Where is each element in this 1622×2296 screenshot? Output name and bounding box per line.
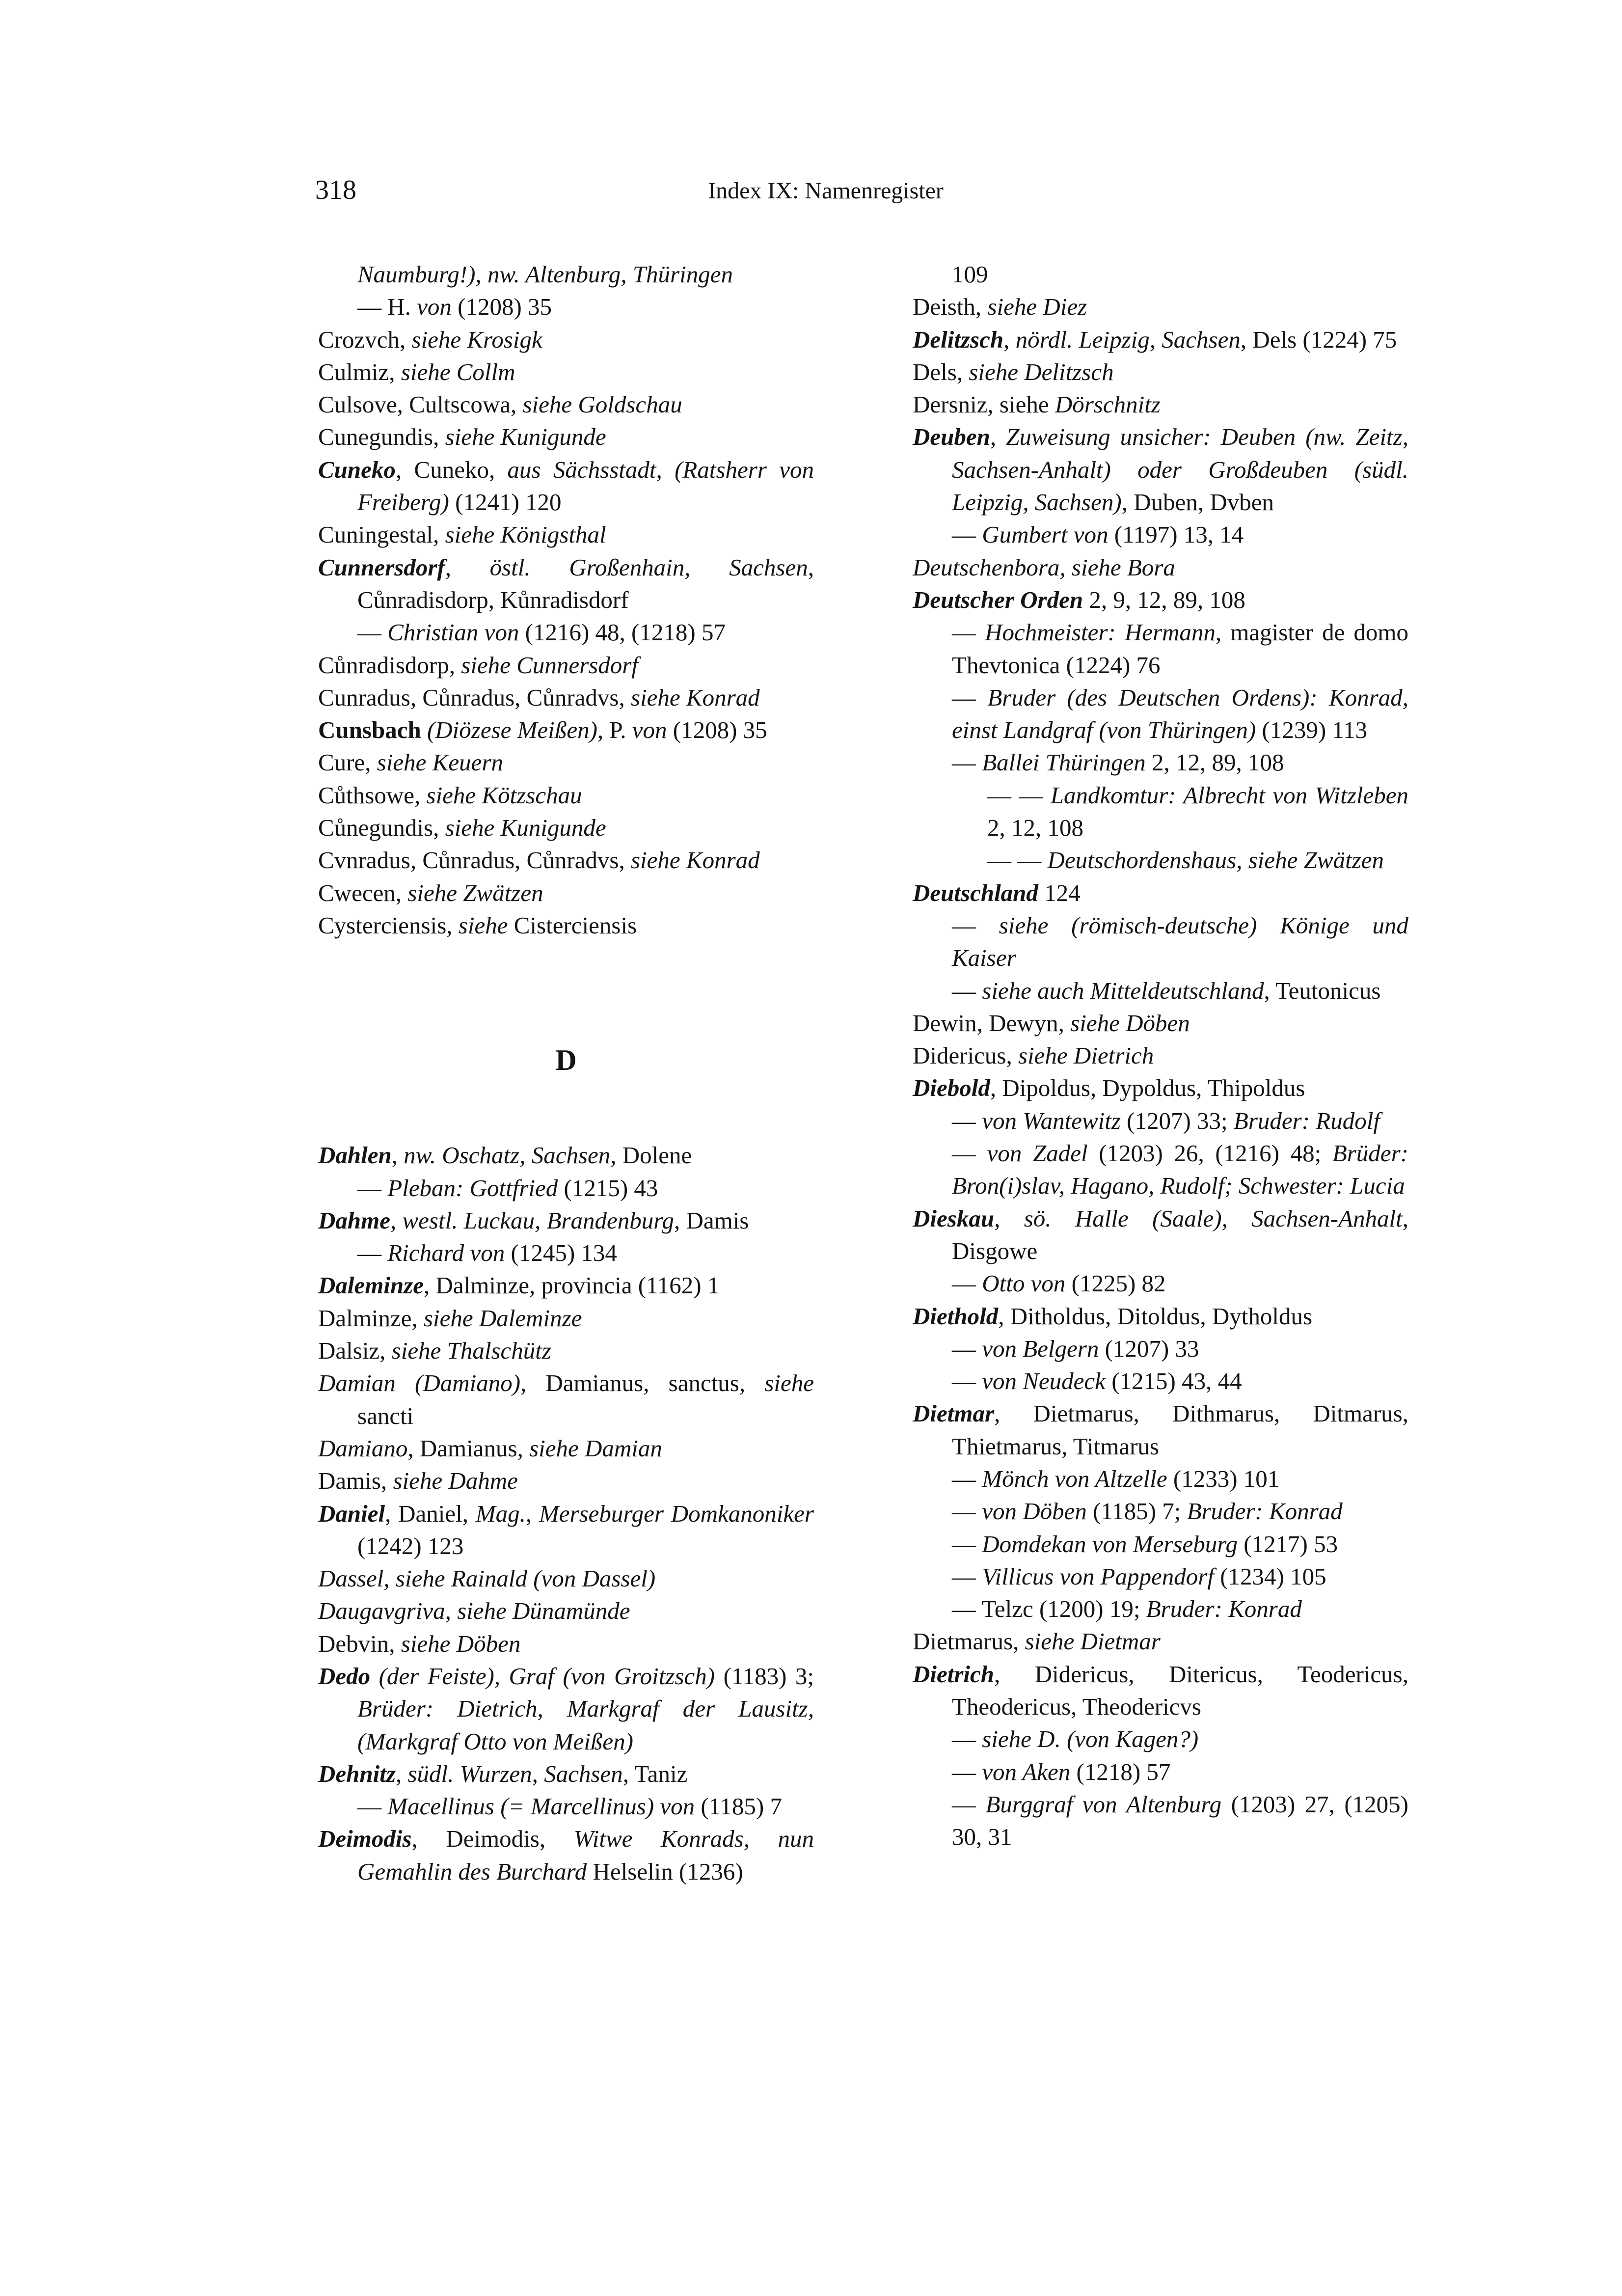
entry-text: — <box>952 1465 982 1492</box>
entry-text: östl. Großenhain, Sachsen <box>489 553 808 581</box>
entry-text: siehe Goldschau <box>522 391 682 418</box>
index-entry <box>318 1204 814 1237</box>
entry-text: — <box>357 1239 388 1267</box>
entry-text: — <box>952 1270 982 1297</box>
index-entry <box>318 454 814 519</box>
index-entry <box>318 1139 814 1172</box>
entry-text: , Damianus, sanctus, <box>520 1369 765 1397</box>
index-subentry <box>318 1172 814 1204</box>
entry-text: siehe Daleminze <box>423 1304 582 1332</box>
entry-text: siehe Cunnersdorf <box>461 651 638 679</box>
index-subentry <box>913 779 1408 845</box>
index-entry <box>318 1269 814 1302</box>
index-subentry <box>913 975 1408 1007</box>
index-entry <box>318 1302 814 1335</box>
entry-text: 2, 12, 89, 108 <box>1145 749 1284 776</box>
index-entry <box>913 1203 1408 1268</box>
entry-text: (1215) 43 <box>558 1174 658 1202</box>
entry-text: Deimodis <box>318 1825 412 1853</box>
entry-text: (1216) 48, (1218) 57 <box>519 619 726 646</box>
entry-text: siehe Dietmar <box>1025 1628 1161 1655</box>
entry-text: — <box>952 1725 982 1753</box>
entry-text: — <box>952 1530 982 1558</box>
entry-text: Cuningestal, <box>318 521 445 548</box>
index-entry <box>318 1823 814 1888</box>
entry-text: siehe Konrad <box>630 847 760 874</box>
index-entry <box>318 1660 814 1758</box>
index-entry <box>913 584 1408 616</box>
entry-text: Cunegundis, <box>318 423 445 451</box>
index-entry <box>318 1367 814 1432</box>
entry-text: Ballei Thüringen <box>982 749 1146 776</box>
entry-text: Cunradus, Cůnradus, Cůnradvs, <box>318 683 631 711</box>
entry-text: (1203) 26, (1216) 48; <box>1087 1140 1332 1167</box>
entry-text: , Cůnradisdorp, Kůnradisdorf <box>357 553 814 613</box>
entry-text: Dörschnitz <box>1054 391 1161 418</box>
entry-text: siehe Krosigk <box>411 326 542 353</box>
entry-text: Dehnitz <box>318 1760 396 1787</box>
entry-text: Domdekan von Merseburg <box>982 1530 1238 1558</box>
entry-text: siehe Zwätzen <box>407 879 543 906</box>
entry-text: Delitzsch <box>913 326 1004 353</box>
index-entry <box>318 812 814 844</box>
entry-text: siehe Damian <box>529 1434 662 1462</box>
entry-text: westl. Luckau, Brandenburg <box>402 1206 674 1234</box>
entry-text: Deuben <box>913 423 990 451</box>
entry-text: , Cuneko, <box>395 456 508 483</box>
entry-text: , Dels (1224) 75 <box>1240 326 1397 353</box>
entry-text: Witwe Konrads, nun Gemahlin des Burchard <box>357 1825 814 1885</box>
index-entry <box>913 1007 1408 1039</box>
entry-text: (1239) 113 <box>1256 716 1368 744</box>
entry-text: von Zadel <box>987 1140 1088 1167</box>
entry-text: , Taniz <box>622 1760 688 1787</box>
entry-text: (1197) 13, 14 <box>1108 521 1244 548</box>
entry-text: — <box>952 977 982 1004</box>
running-title: Index IX: Namenregister <box>708 178 944 204</box>
index-entry <box>318 714 814 746</box>
entry-text: Deisth, <box>913 293 988 321</box>
entry-text: Dietmarus, <box>913 1628 1025 1655</box>
entry-text: 2, 9, 12, 89, 108 <box>1083 586 1245 613</box>
index-entry <box>913 1397 1408 1463</box>
entry-text: sö. Halle (Saale), Sachsen-Anhalt <box>1024 1204 1403 1232</box>
index-subentry <box>913 1723 1408 1755</box>
entry-text: siehe (römisch-deutsche) Könige und Kaiser <box>952 911 1408 972</box>
entry-text: Cůnradisdorp, <box>318 651 461 679</box>
entry-text: Dieskau <box>913 1204 995 1232</box>
entry-text: siehe Thalschütz <box>391 1337 551 1365</box>
entry-text: , <box>390 1206 403 1234</box>
entry-text: , Damianus, <box>407 1434 530 1462</box>
index-entry <box>318 746 814 779</box>
entry-text: von Neudeck <box>982 1367 1106 1395</box>
entry-text: Debvin, <box>318 1630 401 1657</box>
entry-text: , Duben, Dvben <box>1121 489 1274 516</box>
entry-text: Bruder: Konrad <box>1146 1595 1302 1623</box>
entry-text: siehe Kunigunde <box>445 423 606 451</box>
index-subentry <box>913 1560 1408 1593</box>
entry-text: , Teutonicus <box>1264 977 1381 1004</box>
entry-text: siehe Königsthal <box>445 521 606 548</box>
entry-text: Culmiz, <box>318 358 401 385</box>
entry-text: , <box>445 553 490 581</box>
index-entry <box>913 421 1408 519</box>
entry-text: Dalminze, <box>318 1304 424 1332</box>
index-entries-d-continued <box>913 258 1408 1854</box>
index-subentry <box>318 1237 814 1269</box>
entry-text: Cuneko <box>318 456 396 483</box>
entry-text: Bruder: Konrad <box>1187 1498 1343 1525</box>
entry-text: siehe Kunigunde <box>445 814 606 842</box>
entry-text: Dietmar <box>913 1400 995 1427</box>
entry-text: nördl. Leipzig, Sachsen <box>1015 326 1241 353</box>
index-entry <box>318 909 814 942</box>
entry-text: — <box>952 1562 982 1590</box>
entry-text: Dersniz, siehe <box>913 391 1055 418</box>
index-entry <box>318 421 814 453</box>
entry-text: Cunnersdorf <box>318 553 445 581</box>
entry-text <box>370 1663 378 1690</box>
index-subentry <box>318 291 814 323</box>
index-entry <box>318 1335 814 1367</box>
entry-text: Dedo <box>318 1662 371 1690</box>
entry-text: Bruder (des Deutschen Ordens): Konrad, einst Landgraf (von Thüringen) <box>952 683 1408 744</box>
entry-text: Deutschland <box>913 879 1038 906</box>
index-subentry <box>913 1788 1408 1854</box>
entry-text: , <box>391 1142 404 1169</box>
entry-text: (1203) 27, (1205) 30, 31 <box>952 1790 1408 1851</box>
index-subentry <box>913 682 1408 747</box>
entry-text: Dassel, siehe Rainald (von Dassel) <box>318 1565 656 1592</box>
entry-text: , Dalminze, provincia (1162) 1 <box>424 1272 720 1299</box>
index-entry <box>913 1300 1408 1333</box>
index-entry <box>318 324 814 356</box>
entry-text: Dalsiz, <box>318 1337 392 1365</box>
index-entry <box>318 844 814 876</box>
index-subentry <box>913 844 1408 876</box>
entry-text: Brüder: Bron(i)slav, Hagano, Rudolf; Schwester: Lucia <box>952 1140 1408 1200</box>
entry-text: sancti <box>357 1402 414 1429</box>
entry-text: Cvnradus, Cůnradus, Cůnradvs, <box>318 847 631 874</box>
entry-text: Dewin, Dewyn, <box>913 1009 1071 1037</box>
entry-text: — <box>952 1335 982 1362</box>
entry-text: (1208) 35 <box>667 716 767 744</box>
index-subentry <box>318 1790 814 1823</box>
index-subentry <box>913 519 1408 551</box>
entry-text: (1242) 123 <box>357 1532 464 1559</box>
index-entry <box>318 1465 814 1497</box>
index-entry <box>913 1658 1408 1723</box>
entry-text: Cysterciensis, <box>318 911 459 939</box>
index-subentry <box>913 616 1408 682</box>
entry-text: aus Sächsstadt, (Ratsherr von Freiberg) <box>357 456 814 516</box>
entry-text: von <box>632 716 667 744</box>
entry-text: — — <box>987 847 1048 874</box>
entry-text: (1207) 33; <box>1120 1107 1234 1134</box>
page-number: 318 <box>315 175 356 205</box>
entry-text: Merseburger Domkanoniker <box>539 1500 814 1527</box>
index-entry <box>318 877 814 909</box>
entry-text: Culsove, Cultscowa, <box>318 391 523 418</box>
entry-text: , <box>994 1204 1024 1232</box>
entry-text: (1208) 35 <box>451 293 552 321</box>
index-subentry <box>913 258 1408 291</box>
right-column <box>913 258 1408 1854</box>
entry-text: 2, 12, 108 <box>987 814 1083 842</box>
entry-text: , Disgowe <box>952 1204 1408 1264</box>
entry-text: — <box>952 749 982 776</box>
index-subentry <box>913 1463 1408 1495</box>
entry-text: , Ditholdus, Ditoldus, Dytholdus <box>998 1302 1313 1330</box>
index-subentry <box>913 1267 1408 1300</box>
entry-text: (1225) 82 <box>1065 1270 1166 1297</box>
entry-text: , Daniel, <box>385 1500 476 1527</box>
entry-text: , Deimodis, <box>411 1825 574 1853</box>
entry-text: (1218) 57 <box>1070 1758 1171 1785</box>
entry-text: — Telzc (1200) 19; <box>952 1595 1146 1623</box>
entry-text: Cure, <box>318 749 377 776</box>
index-entry <box>318 649 814 682</box>
entry-text: — <box>952 1367 982 1395</box>
index-subentry <box>318 258 814 291</box>
index-entry <box>318 1628 814 1660</box>
entry-text: Richard von <box>387 1239 505 1267</box>
entry-text: Cisterciensis <box>508 911 637 939</box>
entry-text: siehe Kötzschau <box>426 781 582 809</box>
entry-text: Deutscher Orden <box>913 586 1083 613</box>
index-entry <box>318 356 814 388</box>
index-entry <box>318 779 814 812</box>
entry-text: Daniel <box>318 1500 385 1527</box>
entry-text: Dahlen <box>318 1142 392 1169</box>
entry-text: siehe <box>764 1369 814 1397</box>
index-subentry <box>913 1593 1408 1625</box>
entry-text: , <box>990 423 1006 451</box>
entry-text: Deutschordenshaus, siehe Zwätzen <box>1047 847 1384 874</box>
entry-text: von Aken <box>982 1758 1071 1785</box>
entry-text: Helselin (1236) <box>587 1858 743 1885</box>
entry-text: Zuweisung unsicher: Deuben (nw. Zeitz, Sachsen-Anhalt) oder Großdeuben (südl. Leipzig, Sachsen) <box>952 423 1408 516</box>
entry-text: Deutschenbora, siehe Bora <box>913 553 1175 581</box>
entry-text: siehe Keuern <box>377 749 503 776</box>
entry-text: siehe Döben <box>1070 1009 1190 1037</box>
entry-text: Christian von <box>387 619 519 646</box>
entry-text: siehe Diez <box>987 293 1087 321</box>
entry-text: siehe D. (von Kagen?) <box>982 1725 1199 1753</box>
index-entry <box>318 551 814 617</box>
entry-text: — <box>952 521 982 548</box>
index-entry <box>318 1758 814 1790</box>
entry-text: Daugavgriva, siehe Dünamünde <box>318 1597 630 1625</box>
index-entry <box>318 388 814 421</box>
index-subentry <box>913 746 1408 779</box>
entry-text: (1233) 101 <box>1167 1465 1280 1492</box>
index-subentry <box>913 1528 1408 1560</box>
entry-text: Damis, <box>318 1467 393 1495</box>
entry-text: , magister de domo Thevtonica (1224) 76 <box>952 619 1409 679</box>
entry-text: (1185) 7; <box>1086 1498 1187 1525</box>
index-entry <box>913 291 1408 323</box>
entry-text: siehe auch Mitteldeutschland <box>982 977 1264 1004</box>
entry-text: Gumbert von <box>982 521 1108 548</box>
index-entry <box>913 388 1408 421</box>
entry-text: Dahme <box>318 1206 390 1234</box>
entry-text: , <box>1003 326 1016 353</box>
entry-text: siehe <box>458 911 508 939</box>
left-column <box>318 258 814 1888</box>
entry-text: — <box>952 1790 986 1818</box>
entry-text: südl. Wurzen, Sachsen <box>407 1760 623 1787</box>
entry-text: Hochmeister: Hermann <box>985 619 1216 646</box>
entry-text: Cůthsowe, <box>318 781 427 809</box>
entry-text: Didericus, <box>913 1042 1018 1069</box>
index-subentry <box>913 1365 1408 1397</box>
index-subentry <box>318 616 814 649</box>
entry-text: — <box>952 1107 982 1134</box>
entry-text: siehe Konrad <box>630 683 760 711</box>
entry-text: (der Feiste), Graf (von Groitzsch) <box>378 1662 715 1690</box>
index-entry <box>913 356 1408 388</box>
index-subentry <box>913 1105 1408 1137</box>
index-subentry <box>913 1137 1408 1203</box>
index-entry <box>318 1562 814 1595</box>
entry-text: Naumburg!), nw. Altenburg, Thüringen <box>357 261 733 288</box>
entry-text: Daleminze <box>318 1272 424 1299</box>
entry-text: siehe Dietrich <box>1018 1042 1154 1069</box>
entry-text: von <box>417 293 452 321</box>
index-entry <box>318 682 814 714</box>
entry-text: 109 <box>952 261 988 288</box>
index-subentry <box>913 1495 1408 1528</box>
entry-text: , <box>395 1760 408 1787</box>
entry-text: Dietrich <box>913 1660 995 1688</box>
entry-text: — <box>952 1758 982 1785</box>
entry-text: siehe Collm <box>401 358 515 385</box>
entry-text <box>421 716 427 743</box>
index-entry <box>318 1498 814 1563</box>
entry-text: Diebold <box>913 1074 990 1102</box>
index-entry <box>913 1039 1408 1072</box>
index-subentry <box>913 1756 1408 1788</box>
entry-text: Cůnegundis, <box>318 814 445 842</box>
entry-text: siehe Dahme <box>393 1467 518 1495</box>
entry-text: Burggraf von Altenburg <box>985 1790 1222 1818</box>
entry-text: von Belgern <box>982 1335 1099 1362</box>
entry-text: (1185) 7 <box>695 1793 782 1820</box>
index-entry <box>913 877 1408 909</box>
entry-text: Damian (Damiano) <box>318 1369 521 1397</box>
entry-text: Brüder: Dietrich, Markgraf der Lausitz, (Markgraf Otto von Meißen) <box>357 1695 814 1755</box>
entry-text: , Dietmarus, Dithmarus, Ditmarus, Thietmarus, Titmarus <box>952 1400 1408 1460</box>
entry-text: Landkomtur: Albrecht von Witzleben <box>1050 781 1408 809</box>
entry-text: , Dolene <box>610 1142 692 1169</box>
entry-text: siehe Döben <box>401 1630 521 1657</box>
entry-text: Mag. <box>475 1500 526 1527</box>
entry-text: (1241) 120 <box>449 489 562 516</box>
entry-text: , Didericus, Ditericus, Teodericus, Theodericus, Theodericvs <box>952 1660 1408 1721</box>
entry-text: (1183) 3; <box>715 1662 814 1690</box>
entry-text: Otto von <box>982 1270 1066 1297</box>
entry-text: , <box>525 1500 539 1527</box>
entry-text: (Diözese Meißen) <box>427 716 597 744</box>
index-subentry <box>913 1333 1408 1365</box>
entry-text: — — <box>987 781 1051 809</box>
entry-text: , P. <box>597 716 632 744</box>
entry-text: Mönch von Altzelle <box>982 1465 1167 1492</box>
entry-text: Bruder: Rudolf <box>1233 1107 1380 1134</box>
entry-text: nw. Oschatz, Sachsen <box>404 1142 611 1169</box>
entry-text: von Wantewitz <box>982 1107 1121 1134</box>
index-entry <box>318 1432 814 1465</box>
index-subentry <box>913 909 1408 975</box>
entry-text: — <box>357 1793 388 1820</box>
entry-text: — <box>357 1174 388 1202</box>
entry-text: siehe Delitzsch <box>969 358 1114 385</box>
index-entries-d <box>318 1139 814 1888</box>
entry-text: Crozvch, <box>318 326 412 353</box>
index-entries-c <box>318 258 814 942</box>
index-entry <box>318 1595 814 1627</box>
index-entry <box>913 551 1408 584</box>
index-entry <box>318 519 814 551</box>
entry-text: Diethold <box>913 1302 999 1330</box>
index-entry <box>913 1072 1408 1104</box>
entry-text: Villicus von Pappendorf <box>982 1562 1214 1590</box>
entry-text: — <box>952 683 988 711</box>
entry-text: — <box>952 619 985 646</box>
entry-text: Pleban: Gottfried <box>387 1174 558 1202</box>
entry-text: Damiano <box>318 1434 408 1462</box>
entry-text: (1245) 134 <box>505 1239 617 1267</box>
entry-text: (1215) 43, 44 <box>1105 1367 1242 1395</box>
entry-text: 124 <box>1038 879 1081 906</box>
entry-text: (1217) 53 <box>1237 1530 1338 1558</box>
section-letter-d: D <box>555 1044 577 1077</box>
entry-text: (1234) 105 <box>1214 1562 1326 1590</box>
entry-text: — <box>357 619 388 646</box>
entry-text: Macellinus (= Marcellinus) von <box>387 1793 695 1820</box>
entry-text: (1207) 33 <box>1099 1335 1199 1362</box>
entry-text: von Döben <box>982 1498 1087 1525</box>
entry-text: Dels, <box>913 358 969 385</box>
entry-text: — <box>952 1140 987 1167</box>
entry-text: — <box>952 911 999 939</box>
entry-text: — H. <box>357 293 417 321</box>
entry-text: , Dipoldus, Dypoldus, Thipoldus <box>990 1074 1305 1102</box>
index-entry <box>913 324 1408 356</box>
entry-text: Cwecen, <box>318 879 408 906</box>
entry-text: , Damis <box>674 1206 749 1234</box>
index-entry <box>913 1625 1408 1658</box>
entry-text: Cunsbach <box>318 716 421 744</box>
entry-text: — <box>952 1498 982 1525</box>
